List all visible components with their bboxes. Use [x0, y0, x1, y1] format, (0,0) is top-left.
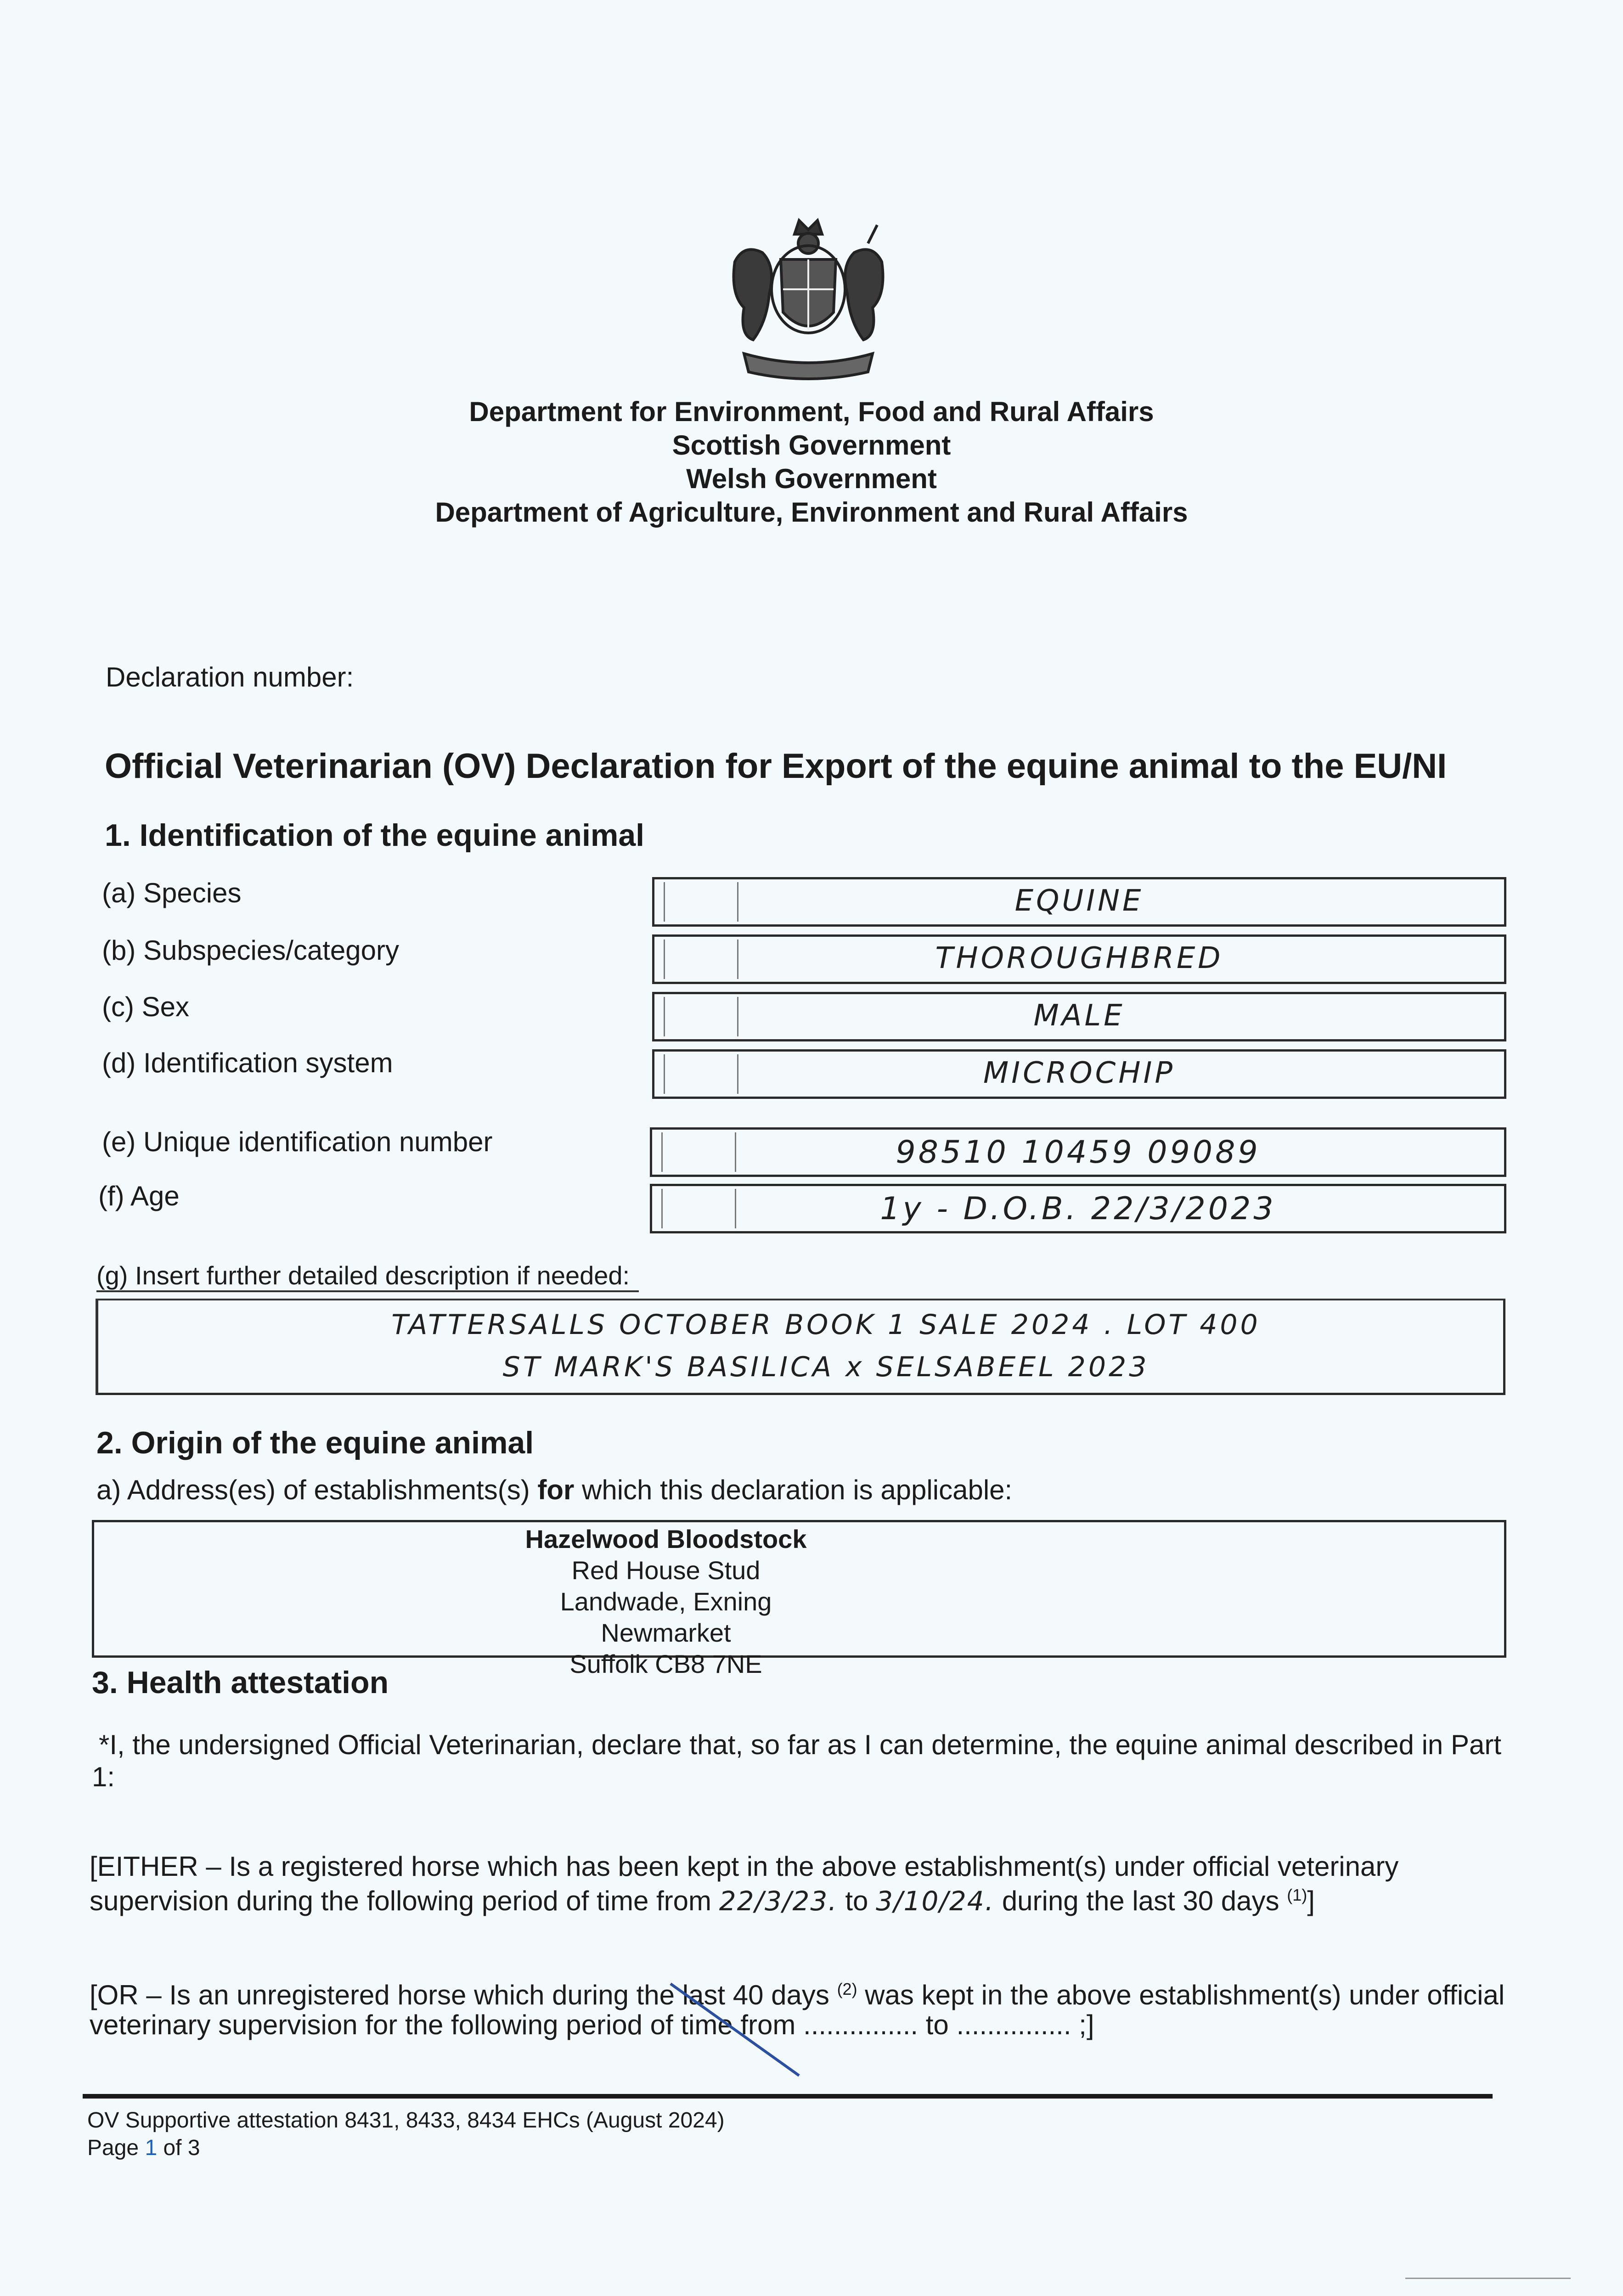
either-to-date: 3/10/24. [876, 1885, 995, 1917]
unique-id-label: (e) Unique identification number [102, 1126, 493, 1157]
section-2-heading: 2. Origin of the equine animal [96, 1425, 534, 1460]
attestation-intro-line-2: 1: [92, 1761, 115, 1792]
footer-divider [83, 2094, 1493, 2099]
address-line-name: Hazelwood Bloodstock [525, 1525, 807, 1553]
identification-system-value: MICROCHIP [983, 1056, 1175, 1090]
either-clause-line-2: supervision during the following period of time from 22/3/23. to 3/10/24. during the last 30 days $^{(1)}$] [90, 1885, 1315, 1917]
sex-field [652, 992, 1506, 1041]
unique-id-field [650, 1127, 1506, 1177]
attestation-intro-line-1: *I, the undersigned Official Veterinarian, declare that, so far as I can determine, the equine animal described in Part [99, 1729, 1501, 1760]
either-from-date: 22/3/23. [719, 1885, 838, 1917]
address-line-county-postcode: Suffolk CB8 7NE [569, 1649, 762, 1678]
section-3-heading: 3. Health attestation [92, 1665, 389, 1700]
section-1-heading: 1. Identification of the equine animal [105, 818, 645, 853]
age-field [650, 1184, 1506, 1233]
either-clause-line-1: [EITHER – Is a registered horse which has been kept in the above establishment(s) under official veterinary [90, 1851, 1399, 1882]
address-line-stud: Red House Stud [571, 1556, 761, 1585]
corner-scan-mark [1405, 2278, 1571, 2279]
identification-system-field [652, 1049, 1506, 1099]
strike-through-mark [661, 1975, 808, 2085]
sex-label: (c) Sex [102, 991, 190, 1022]
or-clause-line-2: veterinary supervision for the following period of time from ............... to ............... ;] [90, 2009, 1094, 2040]
royal-coat-of-arms-logo [716, 216, 900, 390]
identification-system-label: (d) Identification system [102, 1047, 393, 1078]
department-name-scottish: Scottish Government [672, 430, 951, 461]
subspecies-value: THOROUGHBRED [935, 941, 1223, 975]
document-title: Official Veterinarian (OV) Declaration for Export of the equine animal to the EU/NI [105, 747, 1447, 786]
address-line-town: Newmarket [601, 1618, 731, 1647]
address-label: a) Address(es) of establishments(s) for which this declaration is applicable: [96, 1474, 1013, 1505]
further-description-label: (g) Insert further detailed description if needed: [96, 1261, 639, 1292]
subspecies-label: (b) Subspecies/category [102, 935, 399, 966]
further-description-field [96, 1299, 1505, 1395]
department-name-daera: Department of Agriculture, Environment and Rural Affairs [435, 497, 1188, 528]
address-line-locality: Landwade, Exning [560, 1587, 772, 1616]
species-field [652, 877, 1506, 927]
further-description-line-2: ST MARK'S BASILICA x SELSABEEL 2023 [502, 1351, 1150, 1383]
department-name-welsh: Welsh Government [686, 463, 937, 494]
further-description-line-1: TATTERSALLS OCTOBER BOOK 1 SALE 2024 . LOT 400 [391, 1309, 1261, 1341]
department-name-defra: Department for Environment, Food and Rural Affairs [469, 396, 1154, 427]
subspecies-field [652, 934, 1506, 984]
or-clause-line-1: [OR – Is an unregistered horse which during the last 40 days $^{(2)}$ was kept in the above establishment(s) under official [90, 1980, 1505, 2010]
species-value: EQUINE [1014, 884, 1144, 918]
establishment-address [413, 1524, 919, 1680]
declaration-number-label: Declaration number: [106, 662, 354, 692]
footer-reference: OV Supportive attestation 8431, 8433, 8434 EHCs (August 2024) [87, 2108, 725, 2133]
species-label: (a) Species [102, 878, 242, 908]
age-label: (f) Age [98, 1181, 180, 1211]
page-number: 1 [145, 2136, 158, 2160]
sex-value: MALE [1033, 999, 1125, 1033]
unique-id-value: 98510 10459 09089 [896, 1134, 1261, 1171]
age-value: 1y - D.O.B. 22/3/2023 [880, 1191, 1276, 1227]
page-indicator: Page 1 of 3 [87, 2136, 200, 2160]
